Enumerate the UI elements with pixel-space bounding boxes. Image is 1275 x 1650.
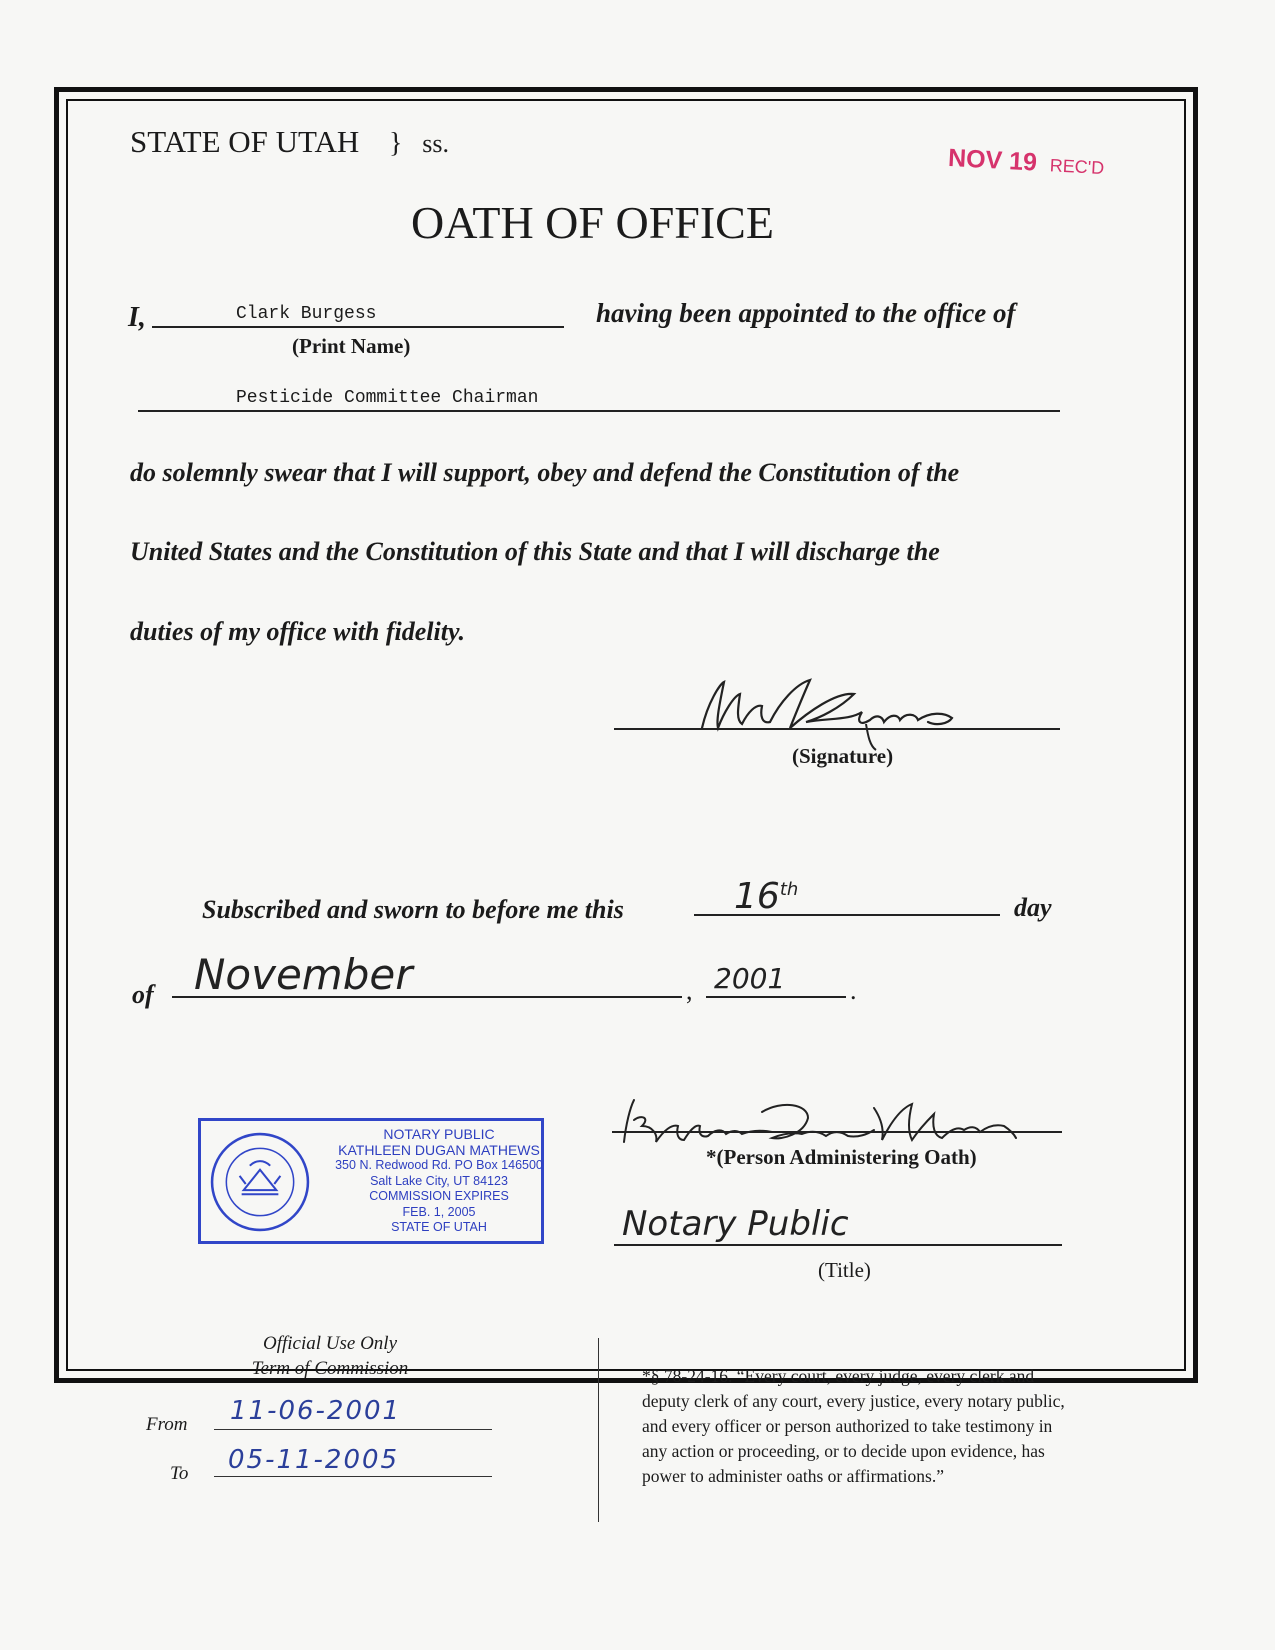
notary-line: STATE OF UTAH xyxy=(391,1220,487,1234)
state-heading xyxy=(130,124,449,160)
from-value: 11-06-2001 xyxy=(230,1396,402,1426)
footer-divider xyxy=(598,1338,599,1522)
administering-caption: *(Person Administering Oath) xyxy=(706,1145,977,1169)
from-line xyxy=(214,1429,492,1430)
title-line xyxy=(614,1244,1062,1246)
footnote-line: any action or proceeding, or to decide upon evidence, has xyxy=(642,1441,1045,1461)
office-value: Pesticide Committee Chairman xyxy=(236,388,539,408)
state-seal-icon xyxy=(209,1131,311,1233)
footnote xyxy=(642,1364,1065,1489)
oath-body-line-1: do solemnly swear that I will support, obey and defend the Constitution of the xyxy=(130,458,960,487)
received-label: REC'D xyxy=(1049,155,1105,179)
notary-stamp xyxy=(198,1118,544,1244)
notary-line: KATHLEEN DUGAN MATHEWS xyxy=(338,1141,540,1158)
of-label: of xyxy=(132,980,154,1009)
term-heading: Term of Commission xyxy=(251,1358,409,1379)
title-value: Notary Public xyxy=(622,1204,849,1244)
day-line xyxy=(694,914,1000,916)
oath-body-line-2: United States and the Constitution of this State and that I will discharge the xyxy=(130,537,940,566)
print-name-value: Clark Burgess xyxy=(236,304,377,324)
month-comma: , xyxy=(686,976,693,1005)
print-name-caption: (Print Name) xyxy=(292,334,411,358)
footnote-line: and every officer or person authorized to take testimony in xyxy=(642,1416,1053,1436)
signature-line xyxy=(614,728,1060,730)
page-title: OATH OF OFFICE xyxy=(411,197,774,248)
office-line xyxy=(138,410,1060,412)
received-date: NOV 19 xyxy=(947,143,1038,177)
official-use-heading: Official Use Only xyxy=(262,1333,398,1354)
month-value: November xyxy=(194,950,413,999)
appointed-text: having been appointed to the office of xyxy=(596,298,1016,328)
year-value: 2001 xyxy=(714,962,786,995)
oath-body-line-3: duties of my office with fidelity. xyxy=(130,617,466,646)
day-label: day xyxy=(1014,893,1052,922)
day-value xyxy=(734,876,798,917)
title-caption: (Title) xyxy=(818,1258,871,1282)
notary-line: FEB. 1, 2005 xyxy=(402,1204,476,1219)
notary-line: COMMISSION EXPIRES xyxy=(369,1189,509,1203)
from-label: From xyxy=(146,1414,188,1435)
year-period: . xyxy=(850,976,857,1005)
ss-label: ss. xyxy=(422,129,449,158)
signature-caption: (Signature) xyxy=(792,744,894,768)
footnote-line: *§ 78-24-16. “Every court, every judge, every clerk and xyxy=(642,1366,1035,1386)
notary-line: 350 N. Redwood Rd. PO Box 146500 xyxy=(335,1158,543,1172)
footnote-line: deputy clerk of any court, every justice, every notary public, xyxy=(642,1391,1065,1411)
to-line xyxy=(214,1476,492,1477)
print-name-line xyxy=(152,326,564,328)
i-label: I, xyxy=(128,302,146,333)
year-line xyxy=(706,996,846,998)
brace: } xyxy=(389,128,403,159)
day-suffix: th xyxy=(779,879,799,900)
footnote-line: power to administer oaths or affirmations.” xyxy=(642,1466,944,1486)
to-value: 05-11-2005 xyxy=(228,1445,400,1475)
state-name: STATE OF UTAH xyxy=(130,124,360,159)
notary-stamp-text xyxy=(319,1127,559,1236)
notary-line: Salt Lake City, UT 84123 xyxy=(370,1173,508,1188)
to-label: To xyxy=(170,1463,189,1484)
month-line xyxy=(172,996,682,998)
notary-line: NOTARY PUBLIC xyxy=(383,1126,495,1142)
oath-taker-signature xyxy=(690,662,980,752)
subscribed-text: Subscribed and sworn to before me this xyxy=(202,895,624,924)
administering-line xyxy=(612,1131,1062,1133)
day-number: 16 xyxy=(734,876,780,917)
